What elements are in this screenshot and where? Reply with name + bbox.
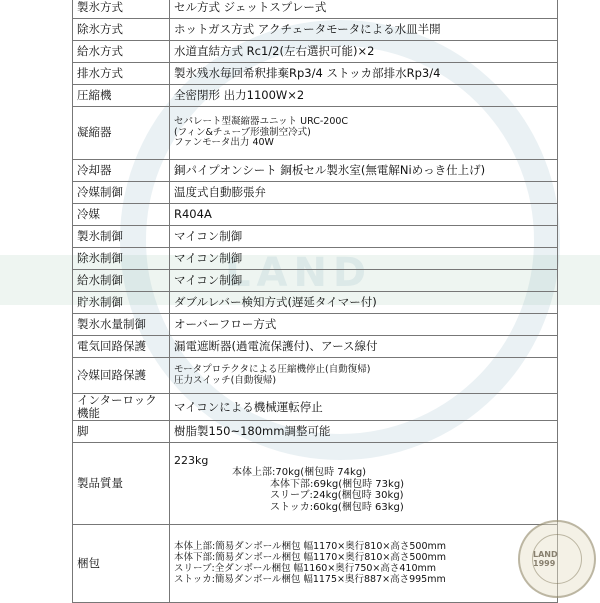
row-value-line: セル方式 ジェットスプレー式: [174, 0, 327, 14]
row-ice-making-method: [73, 0, 558, 19]
row-value: [170, 358, 558, 394]
row-value: [170, 85, 558, 107]
mass-line: ストッカ:60kg(梱包時 63kg): [270, 501, 404, 513]
row-value: [170, 226, 558, 248]
spec-table-body: [73, 0, 558, 603]
packing-line: 本体下部:簡易ダンボール梱包 幅1170×奥行810×高さ500mm: [174, 552, 446, 564]
row-drain-method: [73, 63, 558, 85]
row-label: 製氷方式: [73, 0, 170, 19]
row-label: 給水制御: [73, 270, 170, 292]
row-value-line: 温度式自動膨張弁: [174, 184, 266, 199]
row-ice-making-control: [73, 226, 558, 248]
row-label: 冷媒: [73, 204, 170, 226]
row-value: [170, 0, 558, 19]
row-refrigerant-protection: [73, 358, 558, 394]
row-value-line: 水道直結方式 Rc1/2(左右選択可能)×2: [174, 43, 375, 58]
row-storage-control: [73, 292, 558, 314]
row-value: [170, 336, 558, 358]
row-value: [170, 182, 558, 204]
row-value-line: 樹脂製150~180mm調整可能: [174, 424, 331, 439]
row-value-line: セパレート型凝縮器ユニット URC-200C: [174, 115, 349, 127]
row-value: [170, 41, 558, 63]
mass-line: 本体下部:69kg(梱包時 73kg): [270, 478, 405, 490]
row-value-line: 銅パイプオンシート 銅板セル製氷室(無電解Niめっき仕上げ): [174, 162, 486, 177]
row-label: 脚: [73, 421, 170, 443]
row-label: 冷却器: [73, 160, 170, 182]
row-legs: [73, 421, 558, 443]
row-value: [170, 107, 558, 160]
row-value-line: モータプロテクタによる圧縮機停止(自動復帰): [174, 363, 371, 375]
row-value: [170, 63, 558, 85]
row-value: [170, 443, 558, 525]
row-label: 冷媒回路保護: [73, 358, 170, 394]
row-value-line: マイコンによる機械運転停止: [174, 399, 323, 414]
row-value: [170, 204, 558, 226]
row-value-line: 漏電遮断器(過電流保護付)、アース線付: [174, 338, 378, 353]
packing-line: 本体上部:簡易ダンボール梱包 幅1170×奥行810×高さ500mm: [174, 541, 446, 553]
row-deicing-control: [73, 248, 558, 270]
packing-line: ストッカ:簡易ダンボール梱包 幅1175×奥行887×高さ995mm: [174, 573, 446, 585]
row-label: 凝縮器: [73, 107, 170, 160]
mass-line: 本体上部:70kg(梱包時 74kg): [232, 467, 367, 479]
shop-seal-text: LAND 1999: [532, 534, 582, 584]
row-value-line: 圧力スイッチ(自動復帰): [174, 374, 277, 386]
row-value-line: 製氷残水毎回希釈排棄Rp3/4 ストッカ部排水Rp3/4: [174, 65, 441, 80]
row-label: 圧縮機: [73, 85, 170, 107]
row-value: [170, 421, 558, 443]
row-label: 製氷制御: [73, 226, 170, 248]
row-deicing-method: [73, 19, 558, 41]
row-interlock: [73, 394, 558, 421]
row-label: 梱包: [73, 525, 170, 603]
row-value-line: マイコン制御: [174, 228, 243, 243]
row-value: [170, 248, 558, 270]
row-value: [170, 160, 558, 182]
mass-line: スリーブ:24kg(梱包時 30kg): [270, 490, 404, 502]
row-label: 製氷水量制御: [73, 314, 170, 336]
row-mass: [73, 443, 558, 525]
row-value-line: マイコン制御: [174, 272, 243, 287]
row-value-line: マイコン制御: [174, 250, 243, 265]
row-label: 除氷制御: [73, 248, 170, 270]
row-label: 貯氷制御: [73, 292, 170, 314]
row-value: [170, 292, 558, 314]
row-cooler: [73, 160, 558, 182]
mass-total: 223kg: [174, 453, 209, 467]
row-label: 給水方式: [73, 41, 170, 63]
row-water-supply-control: [73, 270, 558, 292]
row-refrigerant-control: [73, 182, 558, 204]
row-refrigerant: [73, 204, 558, 226]
row-value-line: 全密閉形 出力1100W×2: [174, 87, 305, 102]
row-value-line: R404A: [174, 206, 212, 221]
row-condenser: [73, 107, 558, 160]
row-label: 冷媒制御: [73, 182, 170, 204]
row-label: 電気回路保護: [73, 336, 170, 358]
row-label: 排水方式: [73, 63, 170, 85]
row-label: 製品質量: [73, 443, 170, 525]
watermark-text: LAND: [225, 250, 373, 296]
row-value: [170, 270, 558, 292]
row-label: 除氷方式: [73, 19, 170, 41]
row-value: [170, 314, 558, 336]
row-value-line: ダブルレバー検知方式(遅延タイマー付): [174, 294, 377, 309]
packing-line: スリーブ:全ダンボール梱包 幅1160×奥行750×高さ410mm: [174, 562, 437, 574]
row-electrical-protection: [73, 336, 558, 358]
row-packing: [73, 525, 558, 603]
row-water-level-control: [73, 314, 558, 336]
spec-table: [72, 0, 558, 603]
row-value-line: (フィン&チューブ形強制空冷式): [174, 126, 311, 138]
row-water-supply-method: [73, 41, 558, 63]
row-label: インターロック機能: [73, 394, 170, 421]
row-value-line: ファンモータ出力 40W: [174, 137, 274, 149]
row-value-line: オーバーフロー方式: [174, 316, 277, 331]
row-value: [170, 394, 558, 421]
row-compressor: [73, 85, 558, 107]
row-value: [170, 19, 558, 41]
row-value-line: ホットガス方式 アクチェータモータによる水皿半開: [174, 21, 441, 36]
row-value: [170, 525, 558, 603]
